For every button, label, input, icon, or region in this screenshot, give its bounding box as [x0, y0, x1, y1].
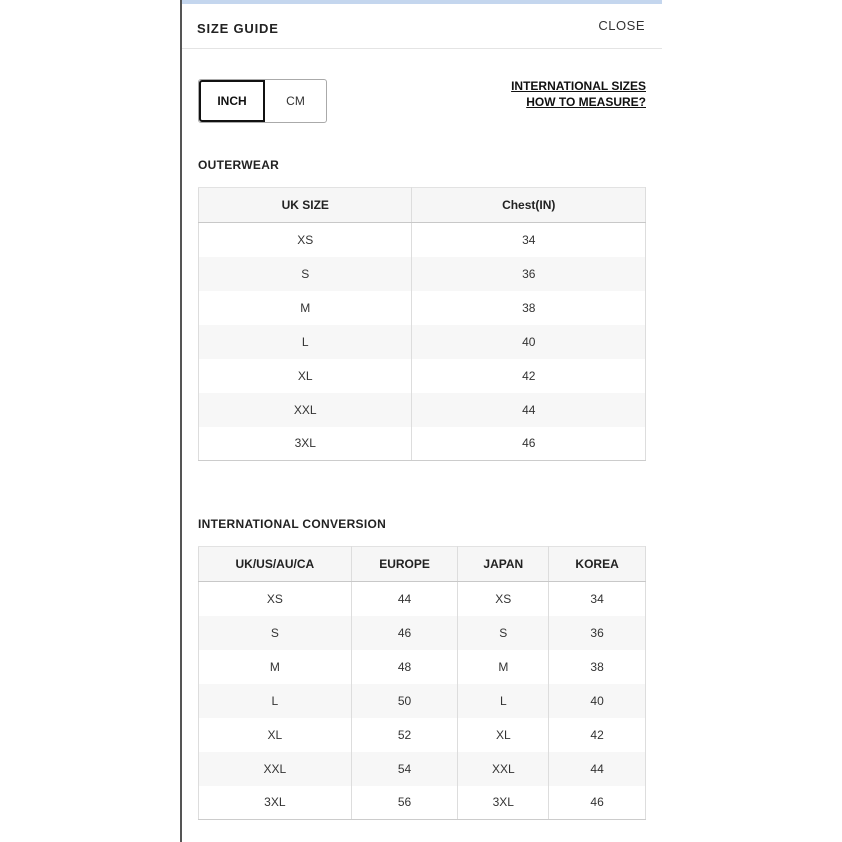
table-cell: 38 [549, 650, 646, 684]
table-cell: 3XL [199, 786, 352, 820]
table-cell: L [199, 684, 352, 718]
table-cell: 50 [351, 684, 458, 718]
international-sizes-link[interactable]: INTERNATIONAL SIZES [511, 79, 646, 93]
outerwear-section-title: OUTERWEAR [198, 158, 280, 172]
table-cell: 44 [351, 582, 458, 616]
table-cell: 46 [351, 616, 458, 650]
table-cell: XL [199, 718, 352, 752]
table-cell: 46 [549, 786, 646, 820]
table-cell: S [458, 616, 549, 650]
table-row [199, 650, 646, 684]
size-guide-panel [182, 4, 662, 842]
table-row [199, 684, 646, 718]
table-cell: XL [199, 359, 412, 393]
table-cell: 36 [412, 257, 646, 291]
column-header-uk-us-au-ca: UK/US/AU/CA [199, 547, 352, 582]
table-cell: 36 [549, 616, 646, 650]
table-cell: 44 [549, 752, 646, 786]
table-cell: 52 [351, 718, 458, 752]
unit-inch-button[interactable]: INCH [199, 80, 265, 122]
table-cell: 44 [412, 393, 646, 427]
table-cell: 54 [351, 752, 458, 786]
table-cell: XXL [199, 752, 352, 786]
table-row [199, 223, 646, 257]
table-cell: 38 [412, 291, 646, 325]
table-row [199, 616, 646, 650]
table-header-row [199, 547, 646, 582]
table-cell: 3XL [199, 427, 412, 461]
table-cell: 40 [549, 684, 646, 718]
conversion-section-title: INTERNATIONAL CONVERSION [198, 517, 387, 531]
table-cell: M [458, 650, 549, 684]
size-guide-header [182, 4, 662, 49]
table-cell: XS [199, 223, 412, 257]
help-links [511, 78, 646, 110]
table-row [199, 427, 646, 461]
table-cell: 48 [351, 650, 458, 684]
table-cell: M [199, 650, 352, 684]
column-header-uk-size: UK SIZE [199, 188, 412, 223]
table-row [199, 291, 646, 325]
table-row [199, 718, 646, 752]
conversion-table [198, 546, 646, 820]
table-row [199, 786, 646, 820]
outerwear-table [198, 187, 646, 461]
table-row [199, 359, 646, 393]
table-cell: L [199, 325, 412, 359]
column-header-europe: EUROPE [351, 547, 458, 582]
table-cell: XXL [458, 752, 549, 786]
table-header-row [199, 188, 646, 223]
column-header-korea: KOREA [549, 547, 646, 582]
table-cell: XS [199, 582, 352, 616]
table-cell: L [458, 684, 549, 718]
table-cell: 46 [412, 427, 646, 461]
table-cell: S [199, 616, 352, 650]
size-guide-title: SIZE GUIDE [197, 21, 279, 36]
table-cell: 34 [549, 582, 646, 616]
unit-toggle [198, 79, 327, 123]
table-cell: 3XL [458, 786, 549, 820]
table-cell: 56 [351, 786, 458, 820]
table-cell: 42 [549, 718, 646, 752]
how-to-measure-link[interactable]: HOW TO MEASURE? [526, 95, 646, 109]
table-row [199, 393, 646, 427]
table-row [199, 325, 646, 359]
table-cell: XXL [199, 393, 412, 427]
column-header-japan: JAPAN [458, 547, 549, 582]
table-row [199, 257, 646, 291]
close-button[interactable]: CLOSE [598, 18, 645, 33]
column-header-chest: Chest(IN) [412, 188, 646, 223]
table-cell: 40 [412, 325, 646, 359]
table-cell: 34 [412, 223, 646, 257]
table-row [199, 752, 646, 786]
table-cell: M [199, 291, 412, 325]
table-cell: XL [458, 718, 549, 752]
table-cell: XS [458, 582, 549, 616]
table-cell: S [199, 257, 412, 291]
table-row [199, 582, 646, 616]
unit-cm-button[interactable]: CM [286, 94, 305, 108]
table-cell: 42 [412, 359, 646, 393]
